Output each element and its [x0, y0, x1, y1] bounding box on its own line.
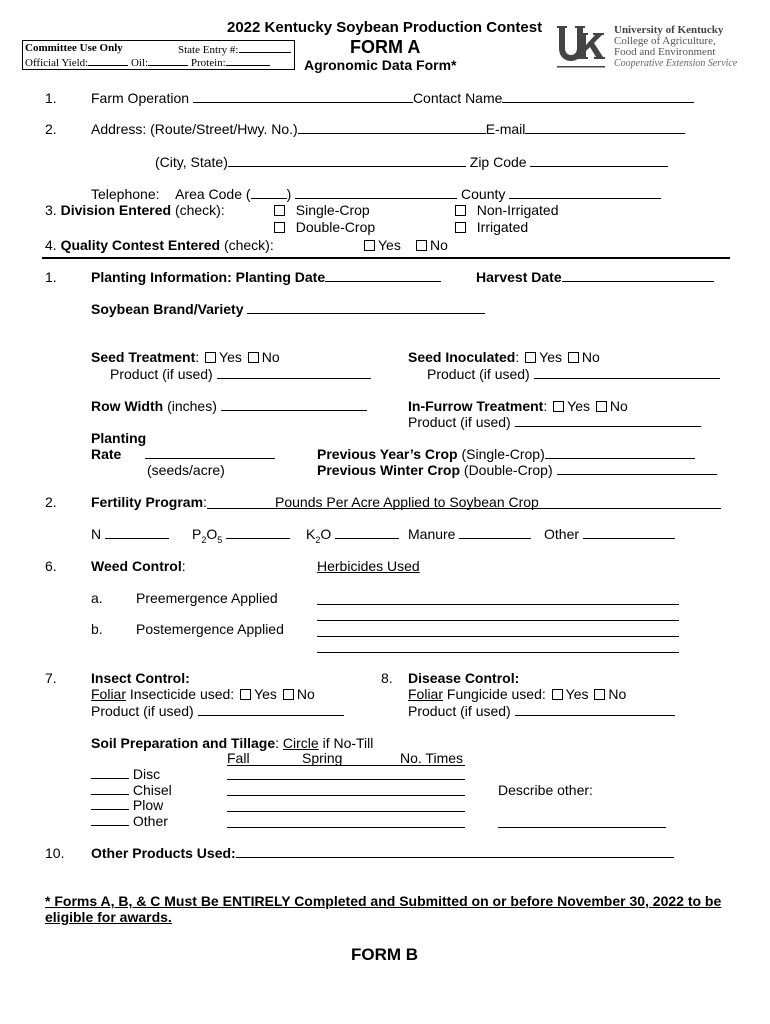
seeds-per-acre-label: (seeds/acre)	[147, 462, 225, 478]
deadline-note-line-2: eligible for awards.	[45, 909, 172, 925]
item-number: 10.	[45, 845, 65, 861]
herbicide-line-3[interactable]	[317, 636, 679, 637]
committee-label: Committee Use Only	[25, 42, 123, 54]
fertility-other-field[interactable]: Other	[544, 526, 675, 542]
herbicides-used-label: Herbicides Used	[317, 558, 420, 574]
official-yield-label: Official Yield:	[25, 57, 89, 69]
tillage-columns	[227, 750, 465, 766]
double-crop-checkbox[interactable]: Double-Crop	[272, 219, 375, 235]
in-furrow-product-field[interactable]: Product (if used)	[408, 414, 701, 430]
insecticide-yes-checkbox[interactable]	[240, 689, 251, 700]
quality-no-checkbox[interactable]: No	[414, 237, 448, 253]
logo-line-4: Cooperative Extension Service	[614, 58, 738, 69]
soil-tillage-heading: Soil Preparation and Tillage: Circle if No-Till	[91, 735, 374, 751]
harvest-date-field[interactable]: Harvest Date	[476, 269, 714, 285]
non-irrigated-checkbox[interactable]: Non-Irrigated	[453, 202, 558, 218]
telephone-field[interactable]: Telephone: Area Code ( ) County	[91, 186, 661, 202]
irrigated-checkbox[interactable]: Irrigated	[453, 219, 528, 235]
planting-rate-field[interactable]: Rate	[91, 446, 275, 462]
tillage-chisel-row[interactable]: Chisel	[91, 782, 172, 798]
fungicide-yes-checkbox[interactable]	[552, 689, 563, 700]
seed-treatment-no-checkbox[interactable]	[248, 352, 259, 363]
city-state-field[interactable]: (City, State) Zip Code	[155, 154, 668, 170]
tillage-line-other[interactable]	[227, 827, 465, 828]
uk-logo	[556, 25, 746, 71]
previous-year-crop-field[interactable]: Previous Year’s Crop (Single-Crop)	[317, 446, 695, 462]
item-number: 7.	[45, 670, 57, 686]
in-furrow-no-checkbox[interactable]	[596, 401, 607, 412]
insect-control-label: Insect Control:	[91, 670, 190, 686]
fertility-n-field[interactable]: N	[91, 526, 169, 542]
item-number: 1.	[45, 269, 57, 285]
form-name: FORM A	[350, 37, 421, 57]
tillage-line-chisel[interactable]	[227, 795, 465, 796]
insecticide-product-field[interactable]: Product (if used)	[91, 703, 344, 719]
spring-column-label: Spring	[302, 750, 343, 766]
describe-other-label: Describe other:	[498, 782, 593, 798]
post-letter: b.	[91, 621, 103, 637]
fertility-k2o-field[interactable]: $K_2O$	[306, 526, 399, 548]
farm-operation-field[interactable]: Farm Operation Contact Name	[91, 90, 694, 106]
in-furrow-yes-checkbox[interactable]	[553, 401, 564, 412]
protein-label: Protein:	[190, 57, 226, 69]
soybean-variety-field[interactable]: Soybean Brand/Variety	[91, 301, 485, 317]
oil-label: Oil:	[130, 57, 149, 69]
row-width-field[interactable]: Row Width (inches)	[91, 398, 367, 414]
logo-line-3: Food and Environment	[614, 46, 716, 58]
form-subtitle: Agronomic Data Form*	[304, 57, 457, 73]
deadline-note: * Forms A, B, & C Must Be ENTIRELY Completed and Submitted on or before November 30, 2022 to be	[45, 893, 722, 909]
form-title: 2022 Kentucky Soybean Production Contest	[227, 19, 543, 36]
form-b-heading: FORM B	[351, 945, 419, 964]
section-divider	[42, 257, 730, 259]
tillage-other-row[interactable]: Other	[91, 813, 168, 829]
planting-date-field[interactable]: Planting Information: Planting Date	[91, 269, 441, 285]
state-entry-label: State Entry #:	[178, 42, 291, 56]
quality-yes-checkbox[interactable]: Yes	[362, 237, 401, 253]
insecticide-used: Foliar Insecticide used: Yes No	[91, 686, 315, 702]
seed-treatment-product-field[interactable]: Product (if used)	[110, 366, 371, 382]
fertility-note: Pounds Per Acre Applied to Soybean Crop	[207, 494, 721, 509]
item-number: 6.	[45, 558, 57, 574]
fertility-program: Fertility Program:	[91, 494, 207, 510]
herbicide-line-4[interactable]	[317, 652, 679, 653]
fungicide-used: Foliar Fungicide used: Yes No	[408, 686, 627, 702]
disease-control-label: Disease Control:	[408, 670, 520, 686]
fertility-manure-field[interactable]: Manure	[408, 526, 531, 542]
address-field[interactable]: Address: (Route/Street/Hwy. No.) E-mail	[91, 121, 685, 137]
item-number: 2.	[45, 121, 57, 137]
tillage-disc-row[interactable]: Disc	[91, 766, 160, 782]
logo-line-2: College of Agriculture,	[614, 35, 716, 47]
preemergence-label: Preemergence Applied	[136, 590, 278, 606]
fungicide-no-checkbox[interactable]	[594, 689, 605, 700]
describe-other-line[interactable]	[498, 827, 666, 828]
weed-control-label: Weed Control:	[91, 558, 186, 574]
quality-contest: 4. Quality Contest Entered (check):	[45, 237, 274, 253]
planting-label: Planting	[91, 430, 147, 446]
seed-treatment: Seed Treatment: Yes No	[91, 349, 280, 365]
tillage-line-disc[interactable]	[227, 779, 465, 780]
inoculated-no-checkbox[interactable]	[568, 352, 579, 363]
seed-treatment-yes-checkbox[interactable]	[205, 352, 216, 363]
other-products-field[interactable]: Other Products Used:	[91, 845, 674, 861]
postemergence-label: Postemergence Applied	[136, 621, 284, 637]
inoculated-yes-checkbox[interactable]	[525, 352, 536, 363]
previous-winter-crop-field[interactable]: Previous Winter Crop (Double-Crop)	[317, 462, 717, 478]
insecticide-no-checkbox[interactable]	[283, 689, 294, 700]
in-furrow-treatment: In-Furrow Treatment: Yes No	[408, 398, 628, 414]
seed-inoculated: Seed Inoculated: Yes No	[408, 349, 600, 365]
herbicide-line-1[interactable]	[317, 604, 679, 605]
times-column-label: No. Times	[400, 750, 464, 766]
committee-use-box	[22, 40, 295, 70]
item-number: 1.	[45, 90, 57, 106]
tillage-line-plow[interactable]	[227, 811, 465, 812]
inoculated-product-field[interactable]: Product (if used)	[427, 366, 720, 382]
item-number: 2.	[45, 494, 57, 510]
division-entered: 3. Division Entered (check):	[45, 202, 225, 218]
tillage-plow-row[interactable]: Plow	[91, 797, 163, 813]
uk-monogram-icon	[556, 25, 606, 69]
item-number: 8.	[381, 670, 393, 686]
fertility-p2o5-field[interactable]: $P_2O_5$	[192, 526, 290, 548]
single-crop-checkbox[interactable]: Single-Crop	[272, 202, 370, 218]
logo-line-1: University of Kentucky	[614, 24, 724, 36]
pre-letter: a.	[91, 590, 103, 606]
fungicide-product-field[interactable]: Product (if used)	[408, 703, 675, 719]
fall-column-label: Fall	[227, 750, 250, 766]
herbicide-line-2[interactable]	[317, 620, 679, 621]
